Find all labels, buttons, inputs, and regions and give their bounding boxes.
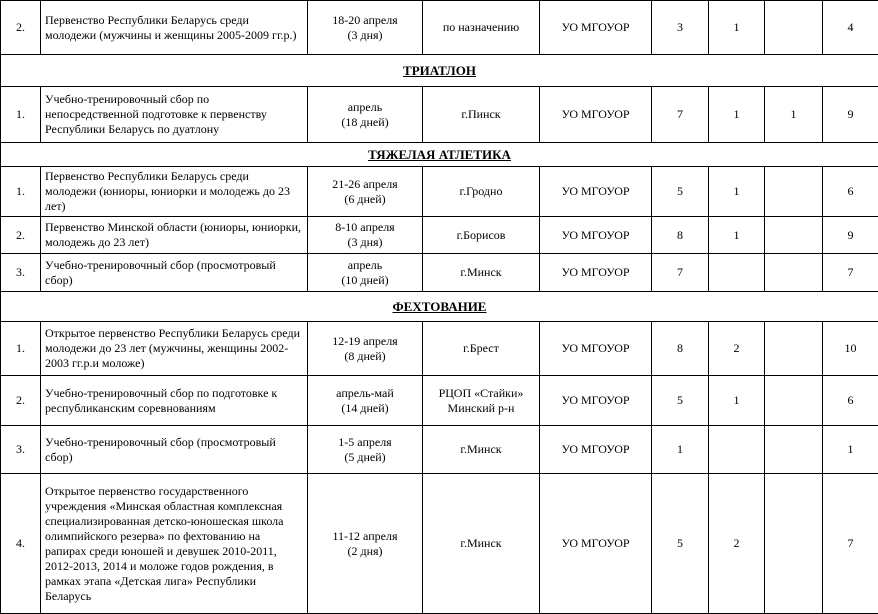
event-dates: апрель: [312, 100, 418, 115]
event-place: по назначению: [427, 20, 535, 35]
organizer: УО МГОУОР: [540, 426, 652, 474]
count-column-3: [765, 426, 823, 474]
event-place-district: Минский р-н: [427, 401, 535, 416]
event-row: [1, 474, 878, 614]
event-place: г.Борисов: [427, 228, 535, 243]
count-column-2: 1: [709, 87, 765, 143]
event-dates-cell: [308, 376, 423, 426]
event-row: [1, 217, 878, 254]
count-column-1: 5: [652, 474, 709, 614]
count-column-2: 1: [709, 167, 765, 217]
organizer: УО МГОУОР: [540, 87, 652, 143]
event-duration: (2 дня): [312, 544, 418, 559]
event-dates-cell: [308, 87, 423, 143]
event-dates: 18-20 апреля: [312, 13, 418, 28]
event-dates-cell: [308, 167, 423, 217]
count-total: 7: [823, 474, 878, 614]
count-column-3: [765, 1, 823, 55]
event-row: [1, 87, 878, 143]
organizer: УО МГОУОР: [540, 1, 652, 55]
event-dates-cell: [308, 474, 423, 614]
event-place: г.Минск: [427, 536, 535, 551]
event-row: [1, 1, 878, 55]
event-duration: (10 дней): [312, 273, 418, 288]
event-dates: 8-10 апреля: [312, 220, 418, 235]
organizer: УО МГОУОР: [540, 474, 652, 614]
event-dates-cell: [308, 322, 423, 376]
count-column-1: 7: [652, 254, 709, 292]
event-place: г.Гродно: [427, 184, 535, 199]
section-header-row: [1, 292, 878, 322]
count-column-2: 1: [709, 217, 765, 254]
event-dates: 12-19 апреля: [312, 334, 418, 349]
count-column-1: 8: [652, 217, 709, 254]
event-dates: апрель: [312, 258, 418, 273]
event-dates-cell: [308, 426, 423, 474]
event-row: [1, 167, 878, 217]
count-column-1: 1: [652, 426, 709, 474]
count-column-3: 1: [765, 87, 823, 143]
count-column-3: [765, 254, 823, 292]
event-duration: (18 дней): [312, 115, 418, 130]
section-title: ТЯЖЕЛАЯ АТЛЕТИКА: [1, 143, 878, 167]
event-name: Учебно-тренировочный сбор по непосредственной подготовке к первенству Республики Беларусь по дуатлону: [41, 87, 308, 143]
count-total: 6: [823, 376, 878, 426]
count-column-1: 5: [652, 167, 709, 217]
count-column-2: 2: [709, 322, 765, 376]
count-column-2: 1: [709, 376, 765, 426]
count-column-2: [709, 426, 765, 474]
row-number: 2.: [1, 1, 41, 55]
event-place-cell: [423, 322, 540, 376]
event-row: [1, 376, 878, 426]
event-place: г.Минск: [427, 265, 535, 280]
event-place: г.Брест: [427, 341, 535, 356]
event-duration: (3 дня): [312, 235, 418, 250]
count-column-1: 8: [652, 322, 709, 376]
count-column-2: 2: [709, 474, 765, 614]
count-column-3: [765, 217, 823, 254]
event-place: г.Минск: [427, 442, 535, 457]
section-title: ТРИАТЛОН: [1, 55, 878, 87]
event-place-cell: [423, 87, 540, 143]
count-column-3: [765, 167, 823, 217]
event-duration: (5 дней): [312, 450, 418, 465]
event-place-cell: [423, 1, 540, 55]
count-total: 9: [823, 87, 878, 143]
count-total: 10: [823, 322, 878, 376]
event-name: Первенство Республики Беларусь среди молодежи (юниоры, юниорки и молодежь до 23 лет): [41, 167, 308, 217]
event-duration: (6 дней): [312, 192, 418, 207]
event-duration: (14 дней): [312, 401, 418, 416]
event-dates: 1-5 апреля: [312, 435, 418, 450]
row-number: 1.: [1, 167, 41, 217]
count-column-1: 5: [652, 376, 709, 426]
event-place-cell: [423, 376, 540, 426]
event-name: Первенство Минской области (юниоры, юниорки, молодежь до 23 лет): [41, 217, 308, 254]
event-name: Учебно-тренировочный сбор по подготовке к республиканским соревнованиям: [41, 376, 308, 426]
section-header-row: [1, 143, 878, 167]
event-place: РЦОП «Стайки»: [427, 386, 535, 401]
event-name: Открытое первенство Республики Беларусь среди молодежи до 23 лет (мужчины, женщины 2002-2003 гг.р.и моложе): [41, 322, 308, 376]
organizer: УО МГОУОР: [540, 254, 652, 292]
event-name: Открытое первенство государственного учреждения «Минская областная комплексная специализированная детско-юношеская школа олимпийского резерва» по фехтованию на рапирах среди юношей и девушек 2010-2011, 2012-2013, 2014 и моложе годов рождения, в рамках этапа «Детская лига» Республики Беларусь: [41, 474, 308, 614]
event-row: [1, 426, 878, 474]
event-row: [1, 254, 878, 292]
section-header-row: [1, 55, 878, 87]
organizer: УО МГОУОР: [540, 217, 652, 254]
count-column-3: [765, 322, 823, 376]
count-total: 7: [823, 254, 878, 292]
event-dates-cell: [308, 254, 423, 292]
event-dates: 21-26 апреля: [312, 177, 418, 192]
count-total: 4: [823, 1, 878, 55]
row-number: 3.: [1, 254, 41, 292]
row-number: 2.: [1, 376, 41, 426]
count-total: 1: [823, 426, 878, 474]
event-duration: (3 дня): [312, 28, 418, 43]
organizer: УО МГОУОР: [540, 167, 652, 217]
event-place: г.Пинск: [427, 107, 535, 122]
row-number: 1.: [1, 322, 41, 376]
count-column-2: 1: [709, 1, 765, 55]
event-place-cell: [423, 426, 540, 474]
count-column-1: 3: [652, 1, 709, 55]
event-name: Учебно-тренировочный сбор (просмотровый сбор): [41, 426, 308, 474]
count-column-1: 7: [652, 87, 709, 143]
row-number: 1.: [1, 87, 41, 143]
organizer: УО МГОУОР: [540, 322, 652, 376]
event-duration: (8 дней): [312, 349, 418, 364]
event-name: Первенство Республики Беларусь среди молодежи (мужчины и женщины 2005-2009 гг.р.): [41, 1, 308, 55]
event-place-cell: [423, 167, 540, 217]
section-title: ФЕХТОВАНИЕ: [1, 292, 878, 322]
event-dates: апрель-май: [312, 386, 418, 401]
event-place-cell: [423, 254, 540, 292]
event-dates: 11-12 апреля: [312, 529, 418, 544]
event-name: Учебно-тренировочный сбор (просмотровый сбор): [41, 254, 308, 292]
row-number: 3.: [1, 426, 41, 474]
event-row: [1, 322, 878, 376]
row-number: 2.: [1, 217, 41, 254]
row-number: 4.: [1, 474, 41, 614]
event-dates-cell: [308, 1, 423, 55]
event-place-cell: [423, 474, 540, 614]
count-column-2: [709, 254, 765, 292]
count-total: 9: [823, 217, 878, 254]
count-column-3: [765, 376, 823, 426]
event-dates-cell: [308, 217, 423, 254]
count-total: 6: [823, 167, 878, 217]
count-column-3: [765, 474, 823, 614]
organizer: УО МГОУОР: [540, 376, 652, 426]
event-place-cell: [423, 217, 540, 254]
